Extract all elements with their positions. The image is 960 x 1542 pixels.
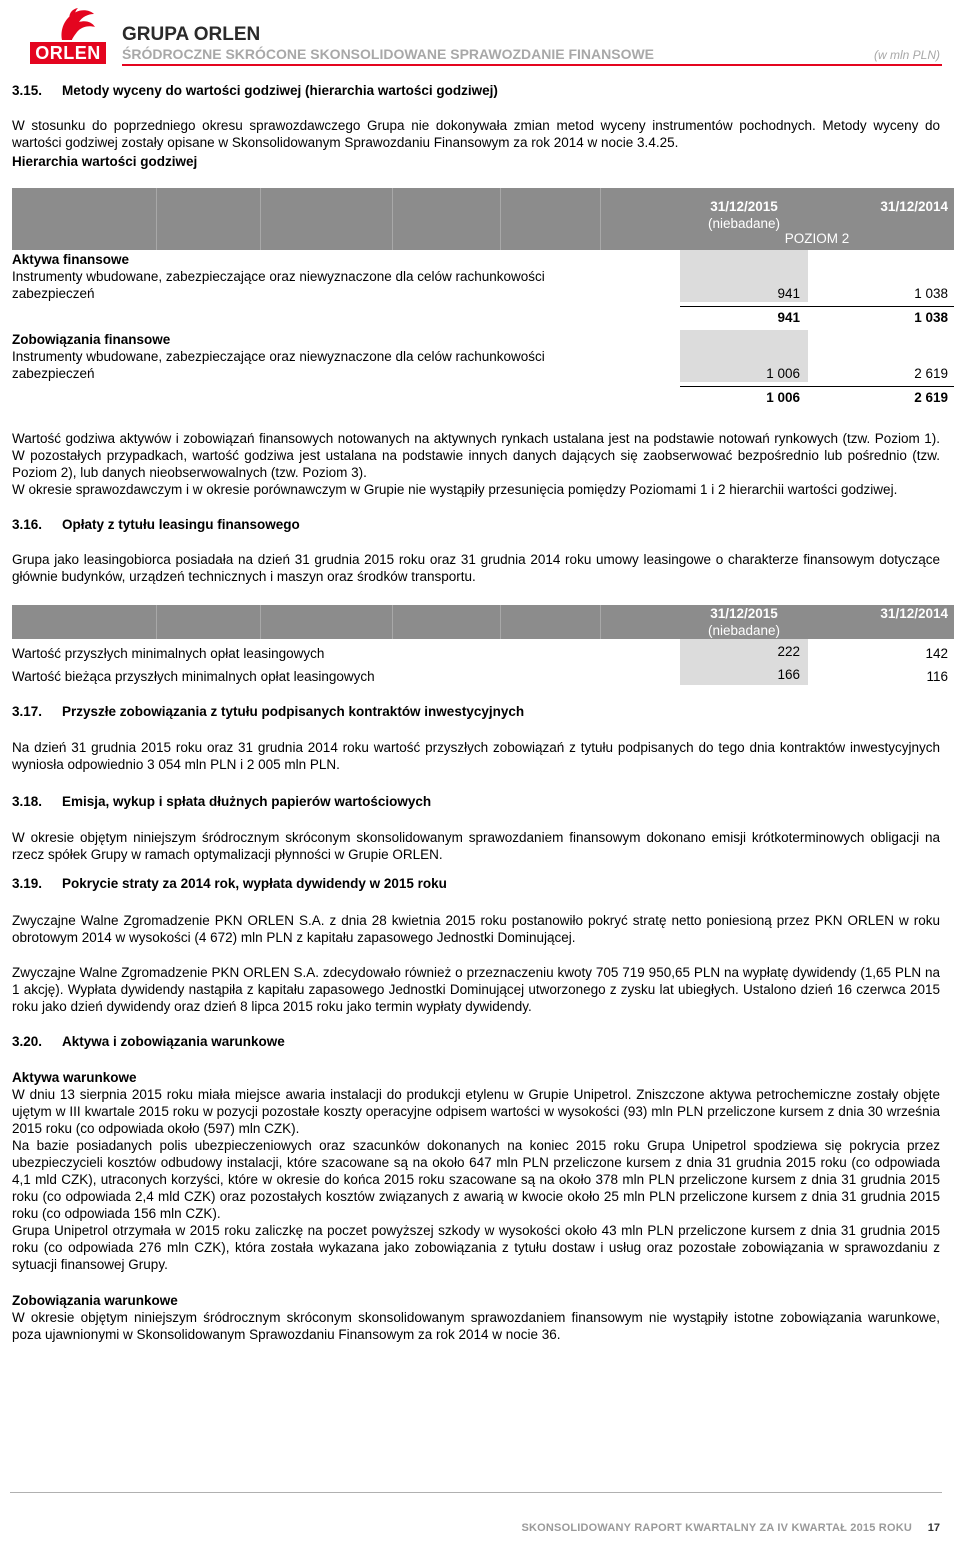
liabilities-label: Instrumenty wbudowane, zabezpieczające oraz niewyznaczone dla celów rachunkowości zabezpieczeń xyxy=(12,349,545,381)
assets-value-2014: 1 038 xyxy=(914,286,948,301)
footer-report-title: SKONSOLIDOWANY RAPORT KWARTALNY ZA IV KWARTAŁ 2015 ROKU xyxy=(521,1522,912,1534)
logo-wordmark: ORLEN xyxy=(30,42,106,64)
lease-row-label: Wartość bieżąca przyszłych minimalnych opłat leasingowych xyxy=(12,669,375,684)
orlen-logo xyxy=(30,6,106,62)
section-number: 3.19. xyxy=(12,876,43,891)
header-divider xyxy=(122,64,942,66)
liabilities-heading: Zobowiązania finansowe xyxy=(12,332,171,347)
paragraph: W stosunku do poprzedniego okresu sprawozdawczego Grupa nie dokonywała zmian metod wyceny instrumentów pochodnych. Metody wyceny do wartości godziwej zostały opisane w Skonsolidowanym Sprawozdaniu Finansowym za rok 2014 w nocie 3.4.25. xyxy=(12,118,940,150)
finance-lease-table xyxy=(12,605,954,685)
column-header-2014: 31/12/2014 xyxy=(880,606,948,621)
liabilities-value-2015: 1 006 xyxy=(680,348,808,382)
document-subtitle: ŚRÓDROCZNE SKRÓCONE SKONSOLIDOWANE SPRAWOZDANIE FINANSOWE xyxy=(122,46,655,62)
paragraph: Grupa Unipetrol otrzymała w 2015 roku zaliczkę na poczet powyższej szkody w wysokości około 43 mln PLN przeliczone kursem z dnia 31 grudnia 2015 roku (co odpowiada 276 mln CZK), która została wykazana jako zobowiązania z tytułu dostaw i usług oraz pozostałe zobowiązania w sprawozdaniu z sytuacji finansowej Grupy. xyxy=(12,1223,940,1272)
paragraph: Zwyczajne Walne Zgromadzenie PKN ORLEN S.A. zdecydowało również o przeznaczeniu kwoty 705 719 950,65 PLN na wypłatę dywidendy (1,65 PLN na 1 akcję). Wypłata dywidendy nastąpiła z kapitału zapasowego Jednostki Dominującej utworzonego z zysku lat ubiegłych. Ustalono dzień 16 czerwca 2015 roku jako dzień dywidendy oraz dzień 8 lipca 2015 roku jako termin wypłaty dywidendy. xyxy=(12,965,940,1014)
lease-value-2015: 166 xyxy=(680,662,808,685)
units-label: (w mln PLN) xyxy=(873,48,940,62)
section-3-18-heading xyxy=(12,793,940,810)
table-row xyxy=(12,662,954,685)
table-header xyxy=(12,188,954,250)
section-title: Metody wyceny do wartości godziwej (hierarchia wartości godziwej) xyxy=(62,83,498,98)
subheading-contingent-assets: Aktywa warunkowe xyxy=(12,1070,137,1085)
paragraph: Grupa jako leasingobiorca posiadała na dzień 31 grudnia 2015 roku oraz 31 grudnia 2014 roku umowy leasingowe o charakterze finansowym dotyczące głównie budynków, urządzeń technicznych i maszyn oraz środków transportu. xyxy=(12,552,940,584)
section-number: 3.18. xyxy=(12,794,43,809)
section-3-17-heading xyxy=(12,703,940,720)
section-number: 3.16. xyxy=(12,517,43,532)
paragraph: W okresie sprawozdawczym i w okresie porównawczym w Grupie nie wystąpiły przesunięcia pomiędzy Poziomami 1 i 2 hierarchii wartości godziwej. xyxy=(12,482,898,497)
assets-total-2014: 1 038 xyxy=(808,306,954,326)
footer-divider xyxy=(10,1492,942,1493)
paragraph: Zwyczajne Walne Zgromadzenie PKN ORLEN S.A. z dnia 28 kwietnia 2015 roku postanowiło pokryć stratę netto poniesioną przez PKN ORLEN w roku obrotowym 2014 w wysokości (4 672) mln PLN z kapitału zapasowego Jednostki Dominującej. xyxy=(12,913,940,945)
table-row xyxy=(12,348,954,382)
table-row xyxy=(12,386,954,406)
paragraph: W okresie objętym niniejszym śródrocznym skróconym skonsolidowanym sprawozdaniem finansowym nie wystąpiły istotne zobowiązania warunkowe, poza ujawnionymi w Skonsolidowanym Sprawozdaniu Finansowym za rok 2014 w nocie 36. xyxy=(12,1310,940,1342)
section-number: 3.20. xyxy=(12,1034,43,1049)
liabilities-total-2015: 1 006 xyxy=(680,386,808,406)
lease-row-label: Wartość przyszłych minimalnych opłat leasingowych xyxy=(12,646,325,661)
subheading-contingent-liabilities: Zobowiązania warunkowe xyxy=(12,1293,178,1308)
table-row xyxy=(12,268,954,302)
assets-heading: Aktywa finansowe xyxy=(12,252,130,267)
section-3-19-heading xyxy=(12,875,940,892)
column-header-2015: 31/12/2015 (niebadane) xyxy=(707,199,781,231)
section-number: 3.15. xyxy=(12,83,43,98)
page-content xyxy=(12,80,948,1343)
page-header xyxy=(0,0,960,70)
column-header-2014: 31/12/2014 xyxy=(880,199,948,214)
section-3-15-heading xyxy=(12,82,940,99)
section-title: Emisja, wykup i spłata dłużnych papierów wartościowych xyxy=(62,794,432,809)
paragraph: W okresie objętym niniejszym śródrocznym skróconym skonsolidowanym sprawozdaniem finansowym dokonano emisji krótkoterminowych obligacji na rzecz spółek Grupy w ramach optymalizacji płynności w Grupie ORLEN. xyxy=(12,830,940,862)
section-3-20-heading xyxy=(12,1033,940,1050)
assets-total-2015: 941 xyxy=(680,306,808,326)
section-title: Aktywa i zobowiązania warunkowe xyxy=(62,1034,285,1049)
lease-value-2014: 142 xyxy=(925,646,948,661)
table-header xyxy=(12,605,954,639)
table-row xyxy=(12,330,954,348)
assets-value-2015: 941 xyxy=(680,268,808,302)
table-row xyxy=(12,306,954,326)
lease-value-2014: 116 xyxy=(926,669,948,684)
section-3-16-heading xyxy=(12,516,940,533)
section-title: Przyszłe zobowiązania z tytułu podpisanych kontraktów inwestycyjnych xyxy=(62,704,525,719)
liabilities-total-2014: 2 619 xyxy=(808,386,954,406)
table-row xyxy=(12,250,954,268)
column-header-2015: 31/12/2015 (niebadane) xyxy=(707,606,781,638)
assets-label: Instrumenty wbudowane, zabezpieczające oraz niewyznaczone dla celów rachunkowości zabezpieczeń xyxy=(12,269,545,301)
table-row xyxy=(12,639,954,662)
level-label: POZIOM 2 xyxy=(784,231,850,246)
section-title: Opłaty z tytułu leasingu finansowego xyxy=(62,517,300,532)
section-number: 3.17. xyxy=(12,704,43,719)
brand-name: GRUPA ORLEN xyxy=(122,24,261,45)
paragraph: W dniu 13 sierpnia 2015 roku miała miejsce awaria instalacji do produkcji etylenu w Grupie Unipetrol. Zniszczone aktywa petrochemiczne zostały objęte ujętym w III kwartale 2015 roku w pozycji pozostałe koszty operacyjne odpisem wartości w wysokości (93) mln PLN przeliczone kursem z dnia 30 września 2015 roku (co odpowiada około (597) mln CZK). xyxy=(12,1087,940,1136)
paragraph: Na dzień 31 grudnia 2015 roku oraz 31 grudnia 2014 roku wartość przyszłych zobowiązań z tytułu podpisanych do tego dnia kontraktów inwestycyjnych wyniosła odpowiednio 3 054 mln PLN i 2 005 mln PLN. xyxy=(12,740,940,772)
lease-value-2015: 222 xyxy=(680,639,808,662)
subheading-hierarchy: Hierarchia wartości godziwej xyxy=(12,154,198,169)
fair-value-hierarchy-table xyxy=(12,188,954,406)
page-number: 17 xyxy=(927,1522,940,1534)
paragraph: Wartość godziwa aktywów i zobowiązań finansowych notowanych na aktywnych rynkach ustalana jest na podstawie notowań rynkowych (tzw. Poziom 1). W pozostałych przypadkach, wartość godziwa jest ustalana na podstawie innych danych dających się zaobserwować bezpośrednio lub pośrednio (tzw. Poziom 2), lub danych nieobserwowalnych (tzw. Poziom 3). xyxy=(12,431,940,480)
orlen-eagle-icon xyxy=(30,6,106,44)
section-title: Pokrycie straty za 2014 rok, wypłata dywidendy w 2015 roku xyxy=(62,876,447,891)
paragraph: Na bazie posiadanych polis ubezpieczeniowych oraz szacunków dokonanych na koniec 2015 roku Grupa Unipetrol spodziewa się pokrycia przez ubezpieczycieli kosztów odbudowy instalacji, które szacowane są na około 647 mln PLN przeliczone kursem z dnia 31 grudnia 2015 roku (co odpowiada 4,1 mld CZK), utraconych korzyści, które w okresie do końca 2015 roku szacowane są na około 378 mln PLN przeliczone kursem z dnia 31 grudnia 2015 roku (co odpowiada 2,4 mld CZK) oraz pozostałych kosztów związanych z awarią w kwocie około 25 mln PLN przeliczone kursem z dnia 31 grudnia 2015 roku (co odpowiada 156 mln CZK). xyxy=(12,1138,940,1221)
liabilities-value-2014: 2 619 xyxy=(914,366,948,381)
